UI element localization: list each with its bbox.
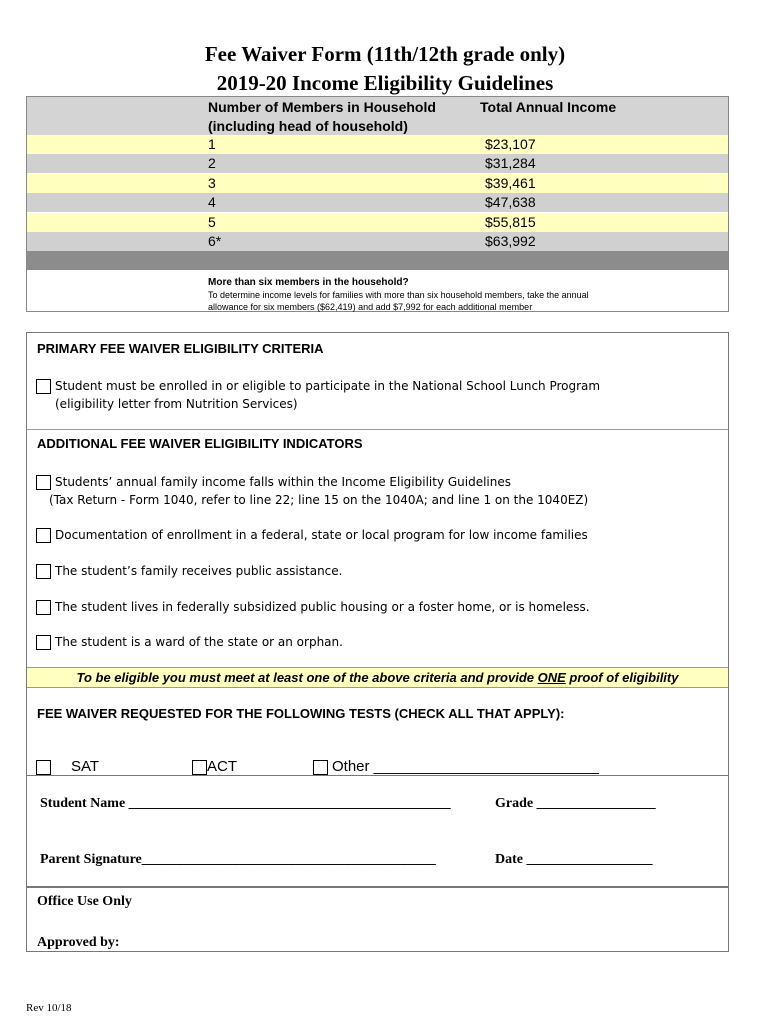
income-value: $23,107 <box>485 136 536 152</box>
criteria-text: Student must be enrolled in or eligible to participate in the National School Lunch Program <box>55 379 601 393</box>
ward-checkbox[interactable] <box>36 635 51 650</box>
office-box <box>26 887 729 952</box>
student-name-field[interactable]: Student Name ______________________________________________ <box>40 796 451 811</box>
program-checkbox[interactable] <box>36 528 51 543</box>
grade-field[interactable]: Grade _________________ <box>495 796 656 811</box>
criteria-text: The student’s family receives public assistance. <box>55 564 343 578</box>
criteria-text: (eligibility letter from Nutrition Services) <box>55 397 298 411</box>
public-assistance-checkbox[interactable] <box>36 564 51 579</box>
criteria-text: The student lives in federally subsidized public housing or a foster home, or is homeless. <box>55 600 590 614</box>
income-value: $31,284 <box>485 155 536 171</box>
eligibility-criteria-box <box>26 332 729 776</box>
form-title: Fee Waiver Form (11th/12th grade only) <box>204 42 566 66</box>
income-header: Total Annual Income <box>480 99 617 115</box>
table-row <box>27 213 728 232</box>
other-checkbox[interactable] <box>313 760 328 775</box>
sat-checkbox[interactable] <box>36 760 51 775</box>
table-row <box>27 135 728 154</box>
note-before: To be eligible you must meet at least one of the above criteria and provide <box>76 670 538 685</box>
act-label: ACT <box>207 758 237 775</box>
revision-label: Rev 10/18 <box>26 1002 72 1014</box>
members-value: 4 <box>208 194 216 210</box>
criteria-text: The student is a ward of the state or an orphan. <box>55 635 343 649</box>
income-value: $47,638 <box>485 194 536 210</box>
income-value: $39,461 <box>485 175 536 191</box>
eligibility-note <box>27 667 728 688</box>
members-value: 1 <box>208 136 216 152</box>
table-divider-bar <box>27 251 728 270</box>
primary-heading: PRIMARY FEE WAIVER ELIGIBILITY CRITERIA <box>37 341 324 356</box>
additional-heading: ADDITIONAL FEE WAIVER ELIGIBILITY INDICATORS <box>37 436 363 451</box>
date-field[interactable]: Date __________________ <box>495 852 653 867</box>
income-table-header <box>27 97 728 135</box>
criteria-text: (Tax Return - Form 1040, refer to line 22; line 15 on the 1040A; and line 1 on the 1040EZ) <box>49 493 589 507</box>
signature-box <box>26 775 729 887</box>
table-row <box>27 232 728 251</box>
members-value: 5 <box>208 214 216 230</box>
members-value: 6* <box>208 233 222 249</box>
criteria-text: Documentation of enrollment in a federal, state or local program for low income families <box>55 528 588 542</box>
income-table <box>26 96 729 312</box>
members-value: 2 <box>208 155 216 171</box>
note-after: proof of eligibility <box>565 670 679 685</box>
parent-signature-field[interactable]: Parent Signature__________________________________________ <box>40 852 436 867</box>
income-value: $55,815 <box>485 214 536 230</box>
members-subheader: (including head of household) <box>208 118 408 134</box>
members-value: 3 <box>208 175 216 191</box>
table-row <box>27 193 728 212</box>
table-row <box>27 154 728 173</box>
other-field[interactable]: Other ___________________________ <box>332 758 599 775</box>
sat-label: SAT <box>71 758 100 775</box>
housing-checkbox[interactable] <box>36 600 51 615</box>
tests-heading: FEE WAIVER REQUESTED FOR THE FOLLOWING TESTS (CHECK ALL THAT APPLY): <box>37 706 565 721</box>
note-line: To determine income levels for families with more than six household members, take the annual <box>208 290 589 300</box>
note-title: More than six members in the household? <box>208 277 409 288</box>
form-subtitle: 2019-20 Income Eligibility Guidelines <box>216 71 554 95</box>
divider <box>27 429 728 430</box>
note-line: allowance for six members ($62,419) and add $7,992 for each additional member <box>208 302 533 312</box>
table-row <box>27 174 728 193</box>
members-header: Number of Members in Household <box>208 99 436 115</box>
approved-by-label: Approved by: <box>37 935 120 950</box>
act-checkbox[interactable] <box>192 760 207 775</box>
note-emphasis: ONE <box>537 670 566 685</box>
criteria-text: Students’ annual family income falls within the Income Eligibility Guidelines <box>55 475 511 489</box>
income-value: $63,992 <box>485 233 536 249</box>
office-use-label: Office Use Only <box>37 894 132 909</box>
nslp-checkbox[interactable] <box>36 379 51 394</box>
income-checkbox[interactable] <box>36 475 51 490</box>
